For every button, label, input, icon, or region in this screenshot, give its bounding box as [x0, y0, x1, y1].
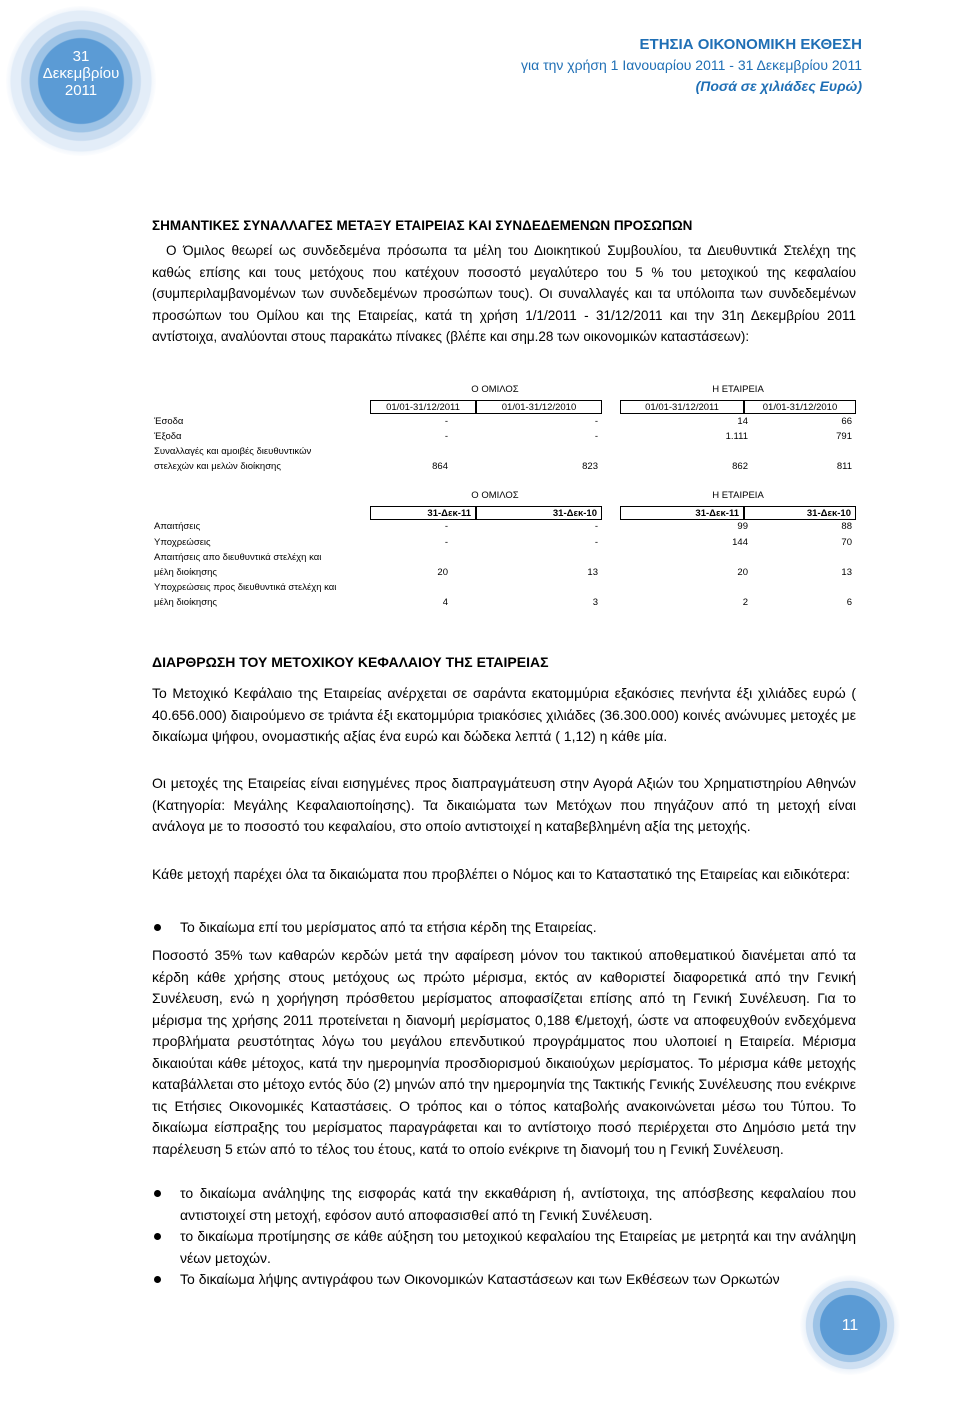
dividend-paragraph: Ποσοστό 35% των καθαρών κερδών μετά την αφαίρεση μόνον του τακτικού αποθεματικού διανέμεται από τα κέρδη κάθε χρήσης στους μετόχους ως πρώτο μέρισμα, εκτός αν καθοριστεί διαφορετικά από την Γενική Συνέλευση, ενώ η χορήγηση πρόσθετου μερίσματος αποφασίζεται επίσης από τη Γενική Συνέλευση. Για το μέρισμα της χρήσης 2011 προτείνεται η διανομή μερίσματος 0,188 €/μετοχή, ώστε να αποφευχθούν ενδεχόμενα προβλήματα ρευστότητας λόγω του μεγάλου επενδυτικού προγράμματος που υλοποιεί η Εταιρεία. Μέρισμα δικαιούται κάθε μέτοχος, κατά την ημερομηνία προσδιορισμού δικαιούχων μερίσματος. Το μέρισμα κάθε μετοχής καταβάλλεται στο μέτοχο εντός δύο (2) μηνών από την ημερομηνία της Τακτικής Γενικής Συνέλευσης που ενέκρινε τις Ετήσιες Οικονομικές Καταστάσεις. Ο τρόπος και ο τόπος καταβολής ανακοινώνεται μέσω του Τύπου. Το δικαίωμα είσπραξης του μερίσματος παραγράφεται και το αντίστοιχο ποσό περιέρχεται στο Δημόσιο μετά την παρέλευση 5 ετών από το τέλος του έτους, κατά το οποίο ενέκρινε τη διανομή του η Γενική Συνέλευση. — [152, 947, 856, 1157]
section-title-related-parties: ΣΗΜΑΝΤΙΚΕΣ ΣΥΝΑΛΛΑΓΕΣ ΜΕΤΑΞΥ ΕΤΑΙΡΕΙΑΣ ΚΑΙ ΣΥΝΔΕΔΕΜΕΝΩΝ ΠΡΟΣΩΠΩΝ — [152, 218, 693, 233]
section-title-share-capital: ΔΙΑΡΘΡΩΣΗ ΤΟΥ ΜΕΤΟΧΙΚΟΥ ΚΕΦΑΛΑΙΟΥ ΤΗΣ ΕΤΑΙΡΕΙΑΣ — [152, 654, 549, 670]
bullet-icon — [154, 1233, 161, 1240]
shareholder-rights-list — [152, 1183, 856, 1291]
table-row: Απαιτήσεις - - 99 88 — [154, 521, 852, 532]
column-header: 01/01-31/12/2011 — [370, 400, 476, 414]
company-header: Η ΕΤΑΙΡΕΙΑ — [712, 490, 764, 501]
report-title: ΕΤΗΣΙΑ ΟΙΚΟΝΟΜΙΚΗ ΕΚΘΕΣΗ — [639, 36, 862, 53]
table-row: Συναλλαγές και αμοιβές διευθυντικών — [154, 446, 312, 457]
bullet-icon — [154, 1276, 161, 1283]
rights-intro-paragraph: Κάθε μετοχή παρέχει όλα τα δικαιώματα που προβλέπει ο Νόμος και το Καταστατικό της Εταιρείας και ειδικότερα: — [152, 866, 851, 882]
bullet-icon — [154, 1190, 161, 1197]
related-parties-paragraph: Ο Όμιλος θεωρεί ως συνδεδεμένα πρόσωπα τα μέλη του Διοικητικού Συμβουλίου, τα Διευθυντικά Στελέχη της καθώς επίσης και τους μετόχους που κατέχουν ποσοστό μεγαλύτερο του 5 % του μετοχικού της κεφαλαίου (συμπεριλαμβανομένων των συνδεδεμένων προσώπων τους). Οι συναλλαγές και τα υπόλοιπα των συνδεδεμένων προσώπων του Ομίλου και της Εταιρείας, κατά τη χρήση 1/1/2011 - 31/12/2011 και την 31η Δεκεμβρίου 2011 αντίστοιχα, αναλύονται στους παρακάτω πίνακες (βλέπε και σημ.28 των οικονομικών καταστάσεων): — [152, 243, 856, 344]
date-badge-text: 31 Δεκεμβρίου 2011 — [42, 48, 120, 99]
column-header: 01/01-31/12/2010 — [476, 400, 602, 414]
report-period: για την χρήση 1 Ιανουαρίου 2011 - 31 Δεκεμβρίου 2011 — [520, 57, 862, 73]
table-row: Έξοδα - - 1.111 791 — [154, 431, 852, 442]
table-row: Υποχρεώσεις - - 144 70 — [154, 537, 852, 548]
table-row: μέλη διοίκησης 4 3 2 6 — [154, 597, 852, 608]
page-number: 11 — [841, 1317, 859, 1334]
dividend-right-list — [152, 917, 856, 939]
table-row: Υποχρεώσεις προς διευθυντικά στελέχη και — [154, 582, 337, 593]
report-currency-note: (Ποσά σε χιλιάδες Ευρώ) — [695, 78, 862, 94]
bullet-icon — [154, 924, 161, 931]
group-header: Ο ΟΜΙΛΟΣ — [471, 490, 519, 501]
listing-paragraph: Οι μετοχές της Εταιρείας είναι εισηγμένες προς διαπραγμάτευση στην Αγορά Αξιών του Χρηματιστηρίου Αθηνών (Κατηγορία: Μεγάλης Κεφαλαιοποίησης). Τα δικαιώματα των Μετόχων που πηγάζουν από τη μετοχή είναι ανάλογα με το ποσοστό του κεφαλαίου, στο οποίο αντιστοιχεί η καταβεβλημένη αξία της μετοχής. — [152, 775, 856, 834]
column-header: 31-Δεκ-11 — [620, 506, 744, 520]
share-capital-paragraph: Το Μετοχικό Κεφάλαιο της Εταιρείας ανέρχεται σε σαράντα εκατομμύρια εξακόσιες πενήντα έξι χιλιάδες ευρώ ( 40.656.000) διαιρούμενο σε τριάντα έξι εκατομμύρια τριακόσιες χιλιάδες (36.300.000) κοινές ανώνυμες μετοχές με δικαίωμα ψήφου, ονομαστικής αξίας ένα ευρώ και δώδεκα λεπτά ( 1,12) η κάθε μία. — [152, 685, 856, 744]
table-row: στελεχών και μελών διοίκησης 864 823 862 811 — [154, 461, 852, 472]
column-header: 31-Δεκ-11 — [370, 506, 476, 520]
table-row: μέλη διοίκησης 20 13 20 13 — [154, 567, 852, 578]
column-header: 31-Δεκ-10 — [476, 506, 602, 520]
list-item: το δικαίωμα προτίμησης σε κάθε αύξηση του μετοχικού κεφαλαίου της Εταιρείας με μετρητά και την ανάληψη νέων μετοχών. — [152, 1226, 856, 1269]
column-header: 31-Δεκ-10 — [744, 506, 856, 520]
column-header: 01/01-31/12/2010 — [744, 400, 856, 414]
group-header: Ο ΟΜΙΛΟΣ — [471, 384, 519, 395]
list-item: το δικαίωμα ανάληψης της εισφοράς κατά την εκκαθάριση ή, αντίστοιχα, της απόσβεσης κεφαλαίου που αντιστοιχεί στη μετοχή, εφόσον αυτό αποφασισθεί από τη Γενική Συνέλευση. — [152, 1183, 856, 1226]
list-item: Το δικαίωμα επί του μερίσματος από τα ετήσια κέρδη της Εταιρείας. — [152, 917, 856, 939]
table-row: Απαιτήσεις απο διευθυντικά στελέχη και — [154, 552, 322, 563]
company-header: Η ΕΤΑΙΡΕΙΑ — [712, 384, 764, 395]
column-header: 01/01-31/12/2011 — [620, 400, 744, 414]
list-item: Το δικαίωμα λήψης αντιγράφου των Οικονομικών Καταστάσεων και των Εκθέσεων των Ορκωτών — [152, 1269, 856, 1291]
table-row: Έσοδα - - 14 66 — [154, 416, 852, 427]
